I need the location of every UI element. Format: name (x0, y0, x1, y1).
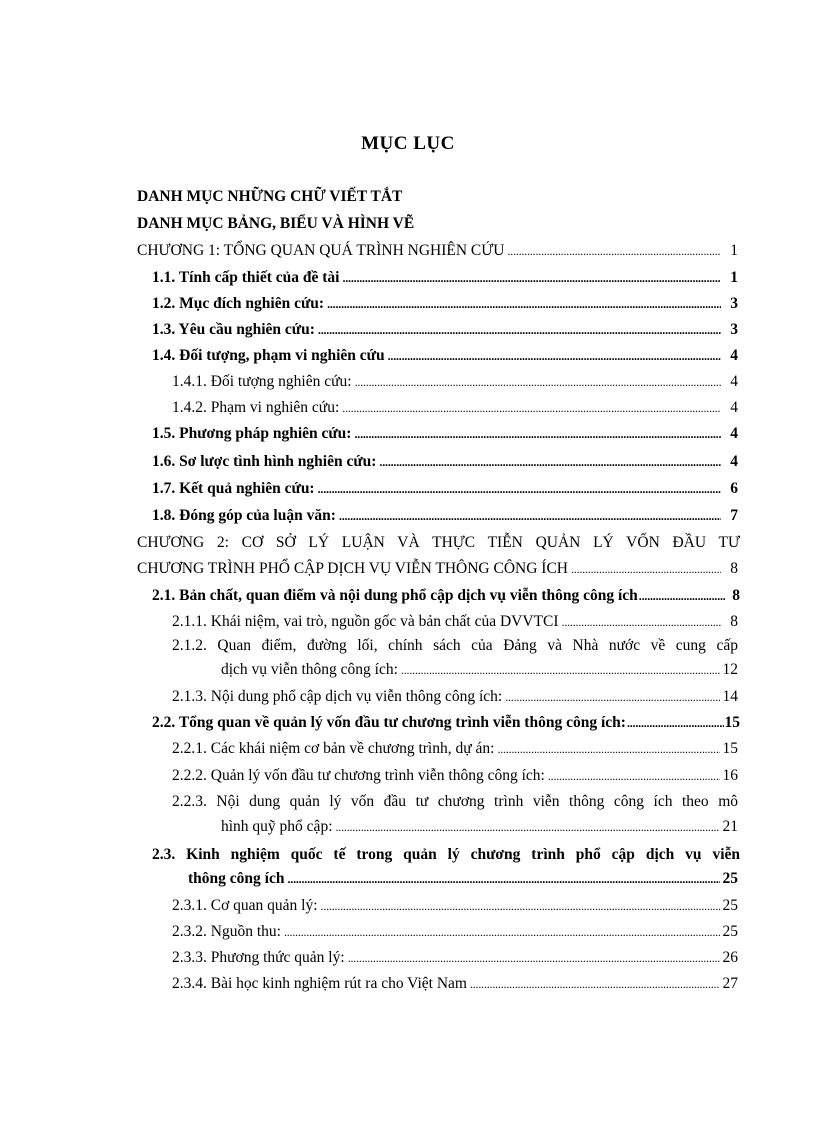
toc-section-2-3[interactable]: thông công ích . . . 25 (188, 869, 738, 889)
toc-section-2-2[interactable]: 2.2. Tổng quan về quản lý vốn đầu tư chương trình viễn thông công ích: . . . 15 (152, 713, 740, 733)
toc-section-1-3[interactable]: 1.3. Yêu cầu nghiên cứu: . . . 3 (152, 320, 738, 340)
toc-chapter-2[interactable]: CHƯƠNG TRÌNH PHỔ CẬP DỊCH VỤ VIỄN THÔNG CÔNG ÍCH . . . 8 (137, 559, 738, 579)
toc-subsection-2-3-1[interactable]: 2.3.1. Cơ quan quản lý: . . . 25 (172, 896, 738, 916)
toc-subsection-2-2-1[interactable]: 2.2.1. Các khái niệm cơ bản về chương trình, dự án: . . . 15 (172, 739, 738, 759)
toc-subsection-2-2-3-line-1[interactable]: 2.2.3. Nội dung quản lý vốn đầu tư chương trình viễn thông công ích theo mô (172, 793, 738, 810)
toc-section-1-7[interactable]: 1.7. Kết quả nghiên cứu: . . . 6 (152, 479, 738, 499)
toc-section-1-5[interactable]: 1.5. Phương pháp nghiên cứu: . . . 4 (152, 424, 738, 444)
toc-subsection-2-2-3[interactable]: hình quỹ phổ cập: . . . 21 (221, 817, 738, 837)
toc-subsection-2-1-1[interactable]: 2.1.1. Khái niệm, vai trò, nguồn gốc và bản chất của DVVTCI . . . 8 (172, 612, 738, 632)
toc-chapter-2-line-1[interactable]: CHƯƠNG 2: CƠ SỞ LÝ LUẬN VÀ THỰC TIỄN QUẢN LÝ VỐN ĐẦU TƯ (137, 534, 740, 551)
toc-section-2-1[interactable]: 2.1. Bản chất, quan điểm và nội dung phổ cập dịch vụ viễn thông công ích . . . 8 (152, 586, 740, 606)
toc-section-1-2[interactable]: 1.2. Mục đích nghiên cứu: . . . 3 (152, 294, 738, 314)
toc-section-1-4[interactable]: 1.4. Đối tượng, phạm vi nghiên cứu . . . 4 (152, 346, 738, 366)
toc-subsection-2-1-3[interactable]: 2.1.3. Nội dung phổ cập dịch vụ viễn thông công ích: . . . 14 (172, 687, 738, 707)
toc-tables-figures[interactable]: DANH MỤC BẢNG, BIỂU VÀ HÌNH VẼ (137, 215, 415, 232)
toc-subsection-2-1-2[interactable]: dịch vụ viễn thông công ích: . . . 12 (221, 660, 738, 680)
toc-subsection-1-4-1[interactable]: 1.4.1. Đối tượng nghiên cứu: . . . 4 (172, 372, 738, 392)
toc-subsection-2-3-4[interactable]: 2.3.4. Bài học kinh nghiệm rút ra cho Việt Nam . . . 27 (172, 974, 738, 994)
toc-section-1-1[interactable]: 1.1. Tính cấp thiết của đề tài . . . 1 (152, 268, 738, 288)
toc-subsection-2-2-2[interactable]: 2.2.2. Quản lý vốn đầu tư chương trình viễn thông công ích: . . . 16 (172, 766, 738, 786)
toc-subsection-2-1-2-line-1[interactable]: 2.1.2. Quan điểm, đường lối, chính sách của Đảng và Nhà nước về cung cấp (172, 637, 738, 654)
toc-subsection-1-4-2[interactable]: 1.4.2. Phạm vi nghiên cứu: . . . 4 (172, 398, 738, 418)
page-title: MỤC LỤC (361, 133, 455, 154)
toc-subsection-2-3-2[interactable]: 2.3.2. Nguồn thu: . . . 25 (172, 922, 738, 942)
toc-section-1-8[interactable]: 1.8. Đóng góp của luận văn: . . . 7 (152, 506, 738, 526)
toc-chapter-1[interactable]: CHƯƠNG 1: TỔNG QUAN QUÁ TRÌNH NGHIÊN CỨU . . . 1 (137, 241, 738, 261)
toc-subsection-2-3-3[interactable]: 2.3.3. Phương thức quản lý: . . . 26 (172, 948, 738, 968)
toc-section-2-3-line-1[interactable]: 2.3. Kinh nghiệm quốc tế trong quản lý chương trình phổ cập dịch vụ viễn (152, 846, 740, 863)
toc-section-1-6[interactable]: 1.6. Sơ lược tình hình nghiên cứu: . . . 4 (152, 452, 738, 472)
toc-abbreviations[interactable]: DANH MỤC NHỮNG CHỮ VIẾT TẮT (137, 188, 403, 205)
